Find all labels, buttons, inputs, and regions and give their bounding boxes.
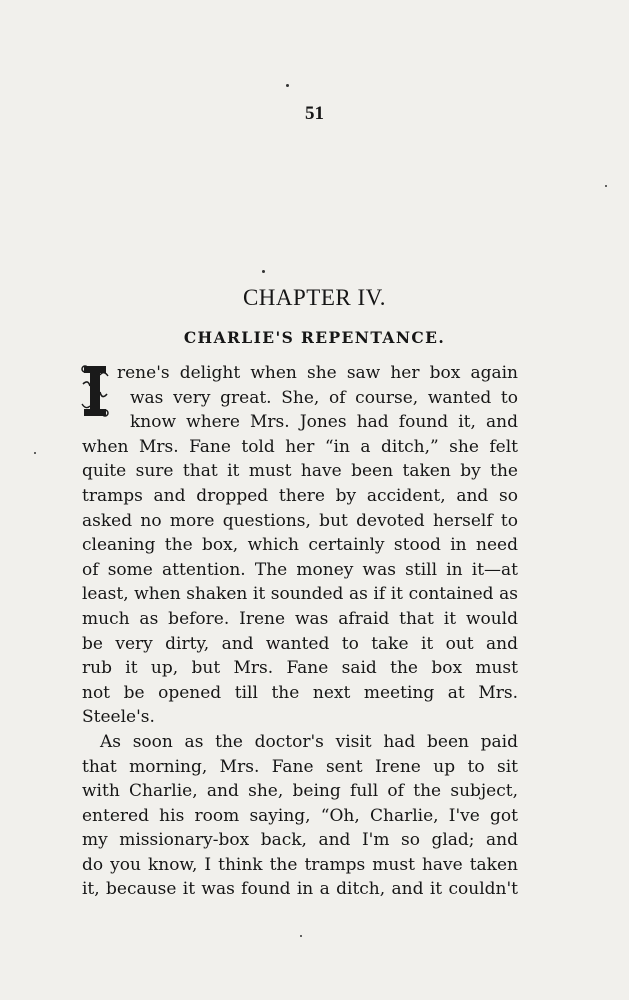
text-line: tramps and dropped there by accident, and so — [82, 485, 518, 506]
chapter-title: CHAPTER IV. — [242, 285, 387, 310]
text-line: As soon as the doctor's visit had been paid — [100, 731, 518, 752]
scan-speck — [34, 452, 36, 454]
text-line: of some attention. The money was still in it—at — [82, 559, 518, 580]
text-line: Steele's. — [82, 707, 155, 728]
text-line: cleaning the box, which certainly stood in need — [82, 535, 518, 556]
text-line: asked no more questions, but devoted herself to — [82, 510, 518, 531]
scan-speck — [300, 935, 302, 937]
text-line: much as before. Irene was afraid that it would — [82, 608, 518, 629]
drop-cap-letter — [80, 364, 110, 418]
text-line: quite sure that it must have been taken by the — [82, 461, 518, 482]
text-line: was very great. She, of course, wanted to — [130, 387, 518, 408]
chapter-subtitle: CHARLIE'S REPENTANCE. — [183, 328, 446, 347]
text-line: do you know, I think the tramps must have taken — [82, 854, 518, 875]
text-line: know where Mrs. Jones had found it, and — [130, 412, 518, 433]
text-line: rene's delight when she saw her box again — [117, 363, 518, 383]
scan-speck — [286, 84, 289, 87]
scan-speck — [605, 185, 607, 187]
text-line: with Charlie, and she, being full of the subject, — [82, 781, 518, 802]
text-line: entered his room saying, “Oh, Charlie, I've got — [82, 805, 518, 826]
text-line: when Mrs. Fane told her “in a ditch,” she felt — [82, 436, 518, 457]
page-number: 51 — [305, 103, 324, 124]
text-line: that morning, Mrs. Fane sent Irene up to sit — [82, 756, 518, 777]
ornamental-initial-icon — [80, 364, 110, 418]
scan-speck — [262, 270, 265, 273]
body-text — [82, 361, 518, 902]
text-line: not be opened till the next meeting at Mrs. — [82, 682, 518, 703]
text-line: least, when shaken it sounded as if it contained as — [82, 584, 518, 605]
text-line: my missionary-box back, and I'm so glad; and — [82, 830, 518, 851]
text-line: be very dirty, and wanted to take it out and — [82, 633, 518, 654]
text-line: it, because it was found in a ditch, and it couldn't — [82, 879, 518, 900]
text-line: rub it up, but Mrs. Fane said the box must — [82, 658, 518, 679]
